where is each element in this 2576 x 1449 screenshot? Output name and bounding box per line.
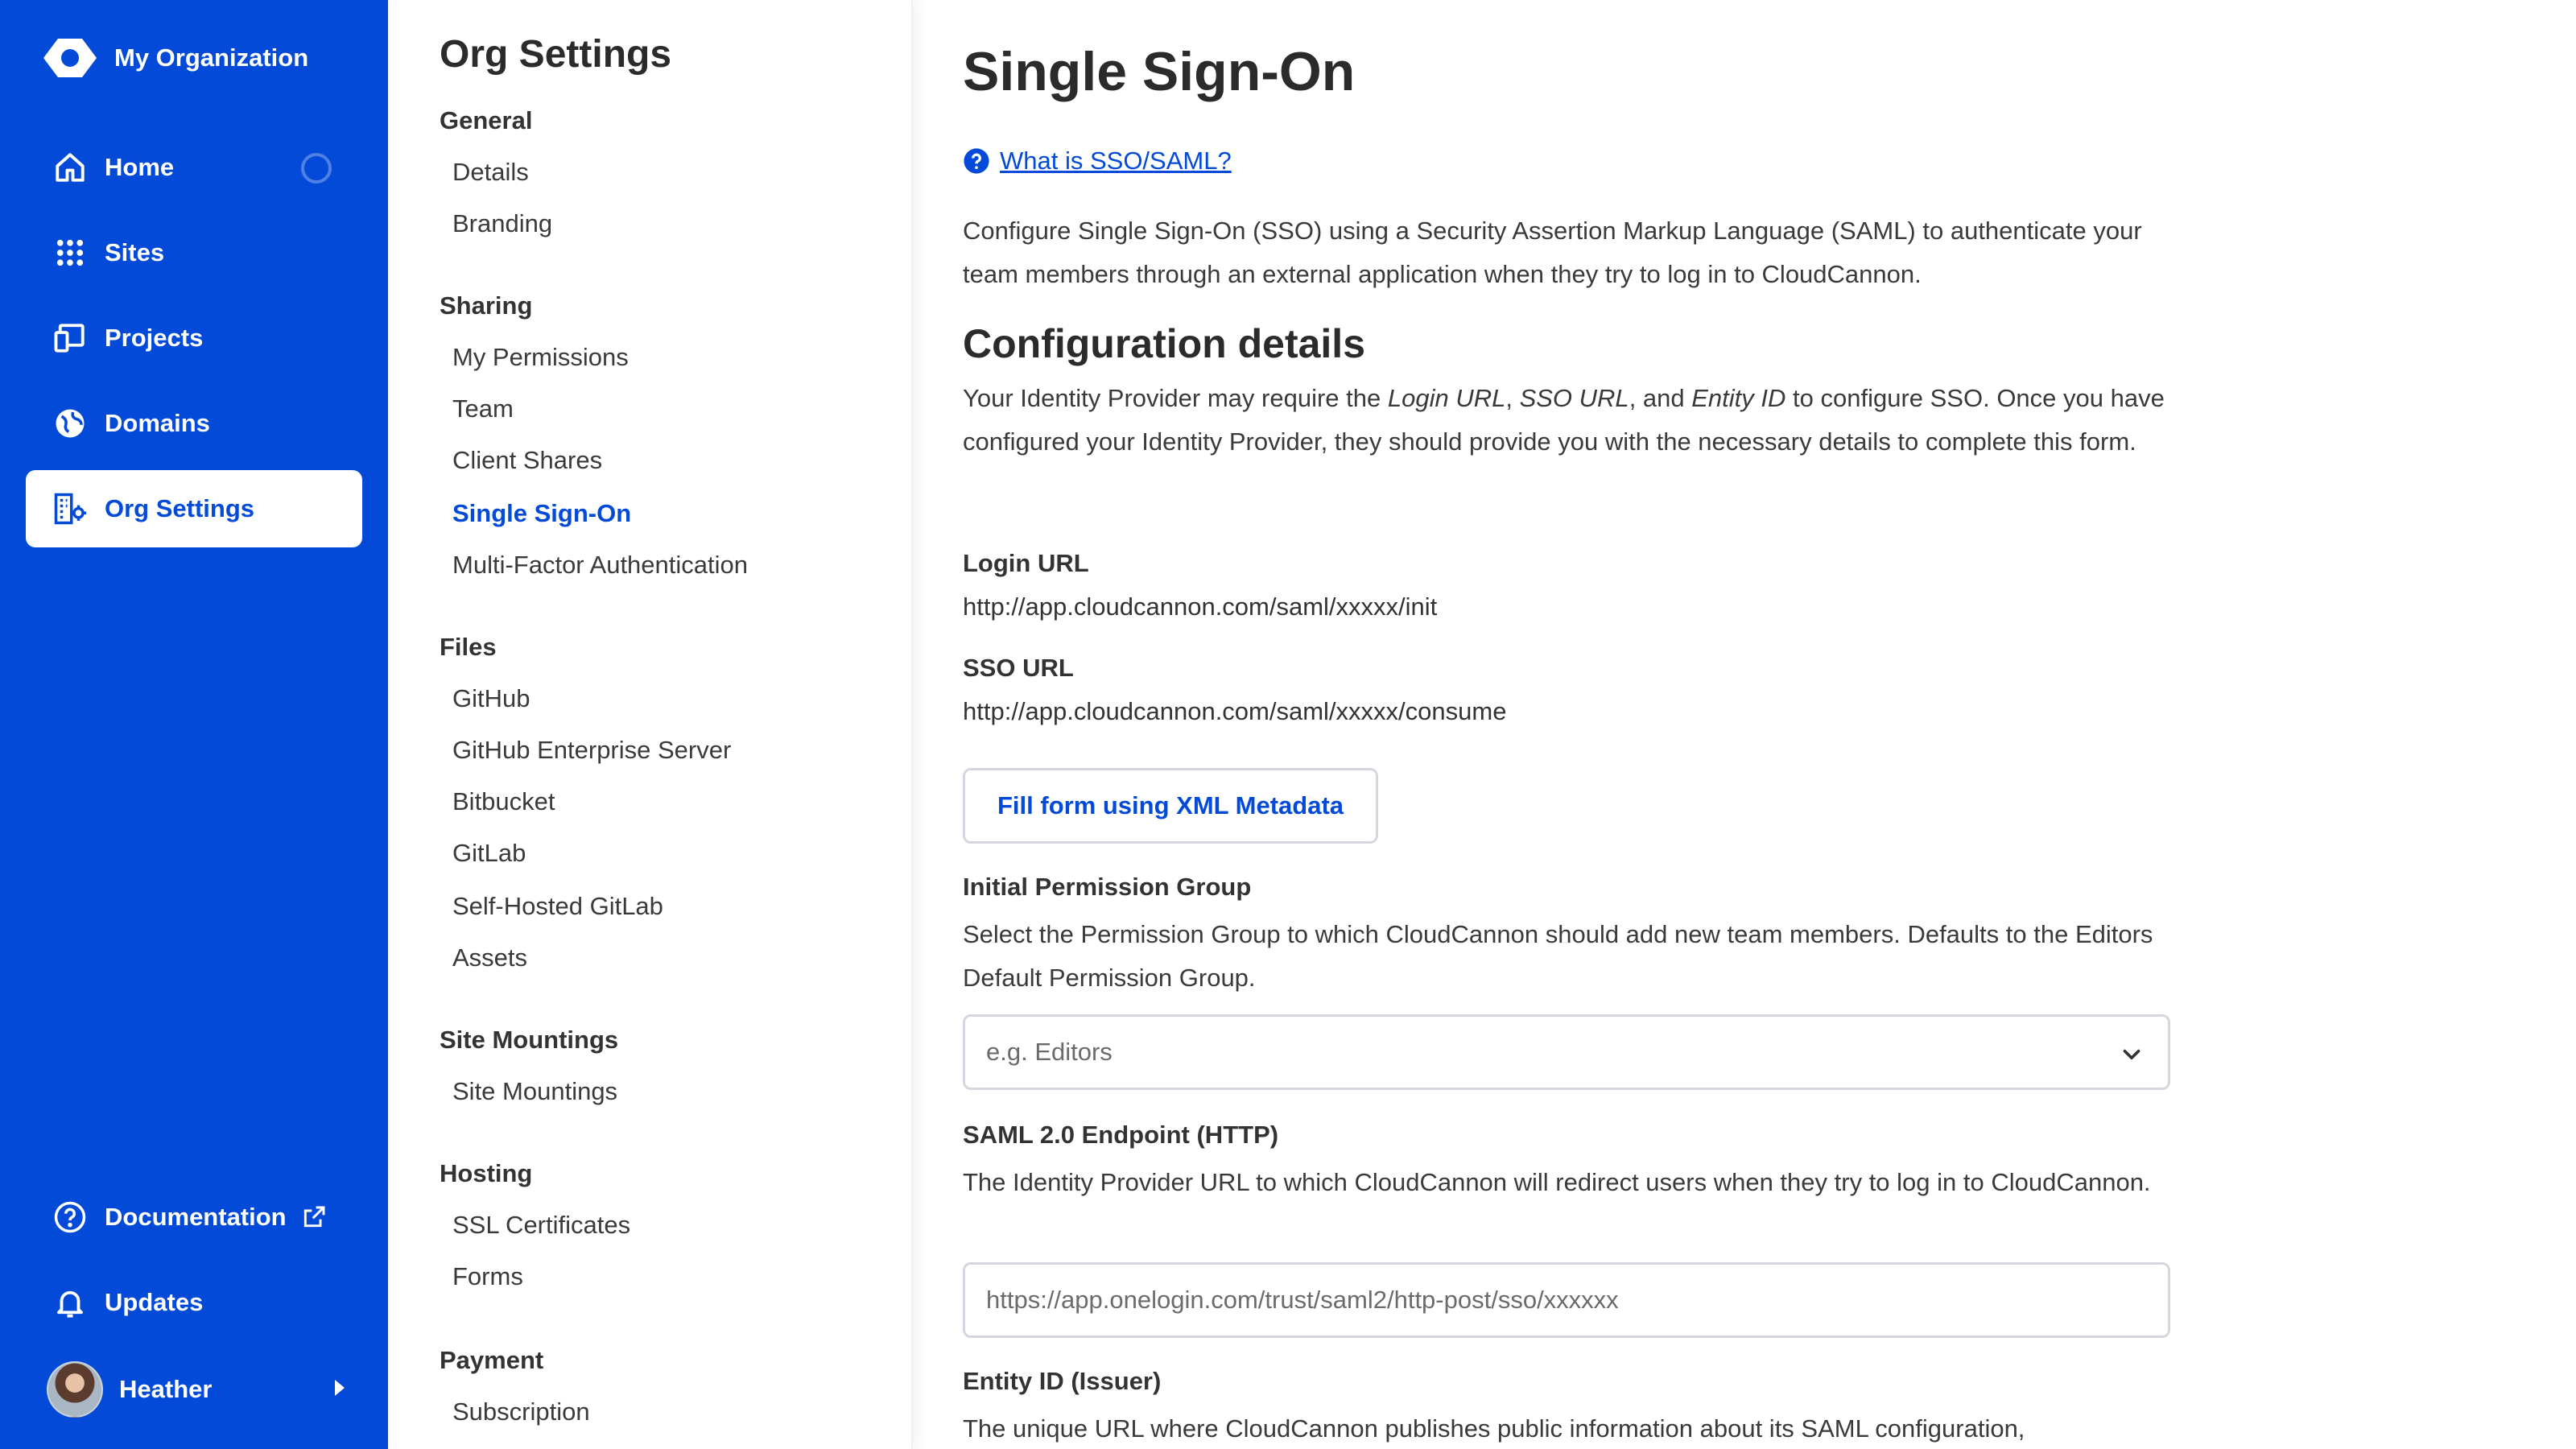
subnav-link-forms[interactable]: Forms <box>452 1262 523 1290</box>
subnav-link-github-enterprise[interactable]: GitHub Enterprise Server <box>452 736 732 764</box>
subnav-link-mfa[interactable]: Multi-Factor Authentication <box>452 551 749 579</box>
nav-item-documentation[interactable] <box>26 1179 362 1256</box>
subnav-heading-files: Files <box>440 633 497 661</box>
subnav-link-bitbucket[interactable]: Bitbucket <box>452 787 555 815</box>
what-is-sso-link-text: What is SSO/SAML? <box>1000 147 1232 175</box>
home-icon <box>53 151 87 184</box>
subnav-link-gitlab[interactable]: GitLab <box>452 839 526 867</box>
external-link-icon <box>301 1204 327 1230</box>
subnav-link-team[interactable]: Team <box>452 394 514 423</box>
caret-right-icon <box>335 1380 345 1396</box>
nav-label-documentation: Documentation <box>105 1203 287 1231</box>
subnav-link-subscription[interactable]: Subscription <box>452 1397 590 1426</box>
subnav-heading-sharing: Sharing <box>440 291 533 320</box>
sso-url-label: SSO URL <box>963 654 1074 682</box>
perm-group-description: Select the Permission Group to which CloudCannon should add new team members. Defaults to the Editors Default Permission Group. <box>963 920 2153 992</box>
main-content <box>913 0 2576 1449</box>
subnav-heading-payment: Payment <box>440 1346 544 1374</box>
projects-icon <box>53 321 87 355</box>
nav-item-org-settings[interactable] <box>26 470 362 547</box>
endpoint-description: The Identity Provider URL to which CloudCannon will redirect users when they try to log in to CloudCannon. <box>963 1168 2151 1196</box>
avatar <box>47 1361 103 1418</box>
org-switcher[interactable] <box>42 35 308 80</box>
subnav-link-my-permissions[interactable]: My Permissions <box>452 343 629 371</box>
nav-item-updates[interactable] <box>26 1264 362 1341</box>
fill-form-xml-button[interactable]: Fill form using XML Metadata <box>963 768 1378 844</box>
nav-item-home[interactable] <box>26 129 362 206</box>
bell-icon <box>53 1286 87 1319</box>
login-url-value: http://app.cloudcannon.com/saml/xxxxx/init <box>963 592 1438 621</box>
subnav-heading-general: General <box>440 106 533 134</box>
subnav-link-ssl-certificates[interactable]: SSL Certificates <box>452 1211 631 1239</box>
cloudcannon-logo-icon <box>42 35 98 80</box>
permission-group-placeholder: e.g. Editors <box>986 1038 1113 1066</box>
user-name: Heather <box>119 1375 213 1403</box>
org-name: My Organization <box>114 43 309 72</box>
nav-label-org-settings: Org Settings <box>105 494 255 522</box>
nav-label-domains: Domains <box>105 409 210 437</box>
subnav-link-self-hosted-gitlab[interactable]: Self-Hosted GitLab <box>452 892 663 920</box>
sso-url-value: http://app.cloudcannon.com/saml/xxxxx/consume <box>963 697 1507 725</box>
user-menu[interactable] <box>26 1351 362 1428</box>
grid-icon <box>53 236 87 270</box>
org-settings-icon <box>53 492 87 526</box>
subnav-heading-site-mountings: Site Mountings <box>440 1026 619 1054</box>
config-text: Your Identity Provider may require the Login URL, SSO URL, and Entity ID to configure SSO. Once you have configured your Identity Provider, they should provide you with the necessary details to complete this form. <box>963 384 2165 456</box>
subnav-link-assets[interactable]: Assets <box>452 943 528 972</box>
nav-label-home: Home <box>105 153 175 181</box>
main-sidebar <box>0 0 388 1449</box>
nav-item-projects[interactable] <box>26 299 362 377</box>
endpoint-label: SAML 2.0 Endpoint (HTTP) <box>963 1121 1279 1149</box>
nav-item-domains[interactable] <box>26 385 362 462</box>
subnav-link-branding[interactable]: Branding <box>452 209 553 237</box>
globe-icon <box>53 407 87 440</box>
chevron-down-icon <box>2118 1041 2145 1068</box>
subnav-link-github[interactable]: GitHub <box>452 684 530 712</box>
help-circle-icon <box>53 1200 87 1234</box>
subnav-link-details[interactable]: Details <box>452 158 529 186</box>
subnav-title: Org Settings <box>440 33 672 76</box>
saml-endpoint-placeholder: https://app.onelogin.com/trust/saml2/http-post/sso/xxxxxx <box>986 1286 1619 1314</box>
login-url-label: Login URL <box>963 549 1089 577</box>
intro-text: Configure Single Sign-On (SSO) using a Security Assertion Markup Language (SAML) to authenticate your team members through an external application when they try to log in to CloudCannon. <box>963 217 2142 288</box>
what-is-sso-link[interactable] <box>963 147 1232 175</box>
subnav-link-single-sign-on[interactable]: Single Sign-On <box>452 499 632 527</box>
subnav-link-client-shares[interactable]: Client Shares <box>452 446 603 474</box>
entity-id-description: The unique URL where CloudCannon publishes public information about its SAML configuration, <box>963 1414 2025 1443</box>
settings-subnav <box>388 0 913 1449</box>
question-circle-icon <box>963 147 990 175</box>
nav-label-sites: Sites <box>105 238 165 266</box>
page-title: Single Sign-On <box>963 41 1356 102</box>
saml-endpoint-input[interactable] <box>963 1262 2170 1338</box>
permission-group-select[interactable] <box>963 1014 2170 1090</box>
entity-id-label: Entity ID (Issuer) <box>963 1367 1162 1395</box>
nav-item-sites[interactable] <box>26 214 362 291</box>
nav-label-projects: Projects <box>105 324 204 352</box>
perm-group-label: Initial Permission Group <box>963 873 1252 901</box>
loading-spinner-icon <box>301 153 332 184</box>
nav-label-updates: Updates <box>105 1288 204 1316</box>
config-heading: Configuration details <box>963 321 1365 366</box>
subnav-link-site-mountings[interactable]: Site Mountings <box>452 1077 618 1105</box>
subnav-heading-hosting: Hosting <box>440 1159 533 1187</box>
